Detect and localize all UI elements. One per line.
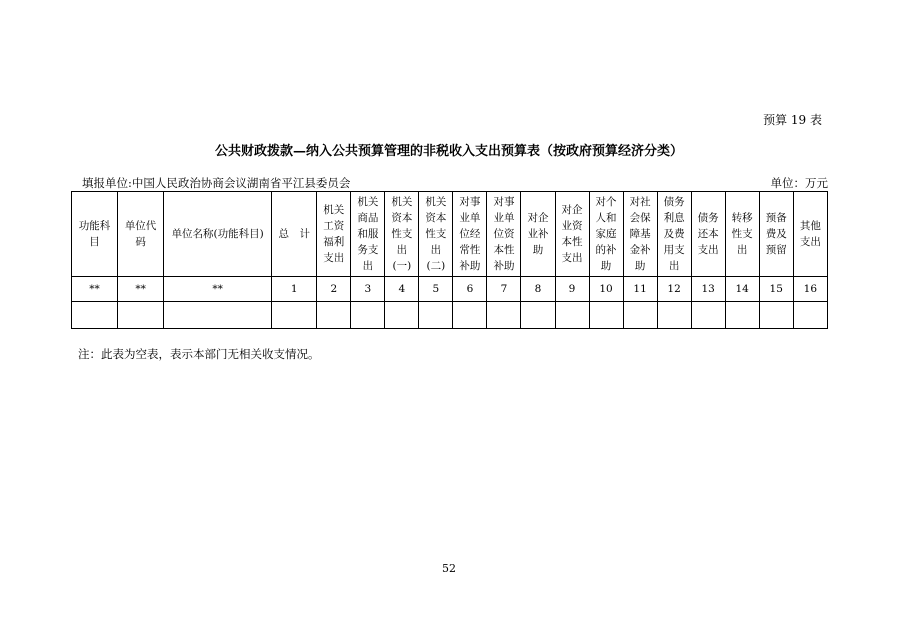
table-number-label: 预算 19 表 [763,113,822,127]
table-cell [351,302,385,329]
column-header: 债务利息及费用支出 [657,192,691,277]
currency-unit-label: 单位：万元 [770,176,828,190]
column-header: 对社会保障基金补助 [623,192,657,277]
table-cell [419,302,453,329]
table-cell [72,302,118,329]
table-cell [657,302,691,329]
table-cell [759,302,793,329]
column-number: 6 [453,277,487,302]
page-title: 公共财政拨款—纳入公共预算管理的非税收入支出预算表（按政府预算经济分类） [214,144,683,159]
table-cell [453,302,487,329]
column-header: 对企业补助 [521,192,555,277]
column-number: 11 [623,277,657,302]
column-header: 对企业资本性支出 [555,192,589,277]
table-cell [691,302,725,329]
column-header: 对事业单位经常性补助 [453,192,487,277]
column-number: 16 [793,277,827,302]
column-number: 12 [657,277,691,302]
column-header: 预备费及预留 [759,192,793,277]
table-cell [521,302,555,329]
filling-unit-label: 填报单位:中国人民政治协商会议湖南省平江县委员会 [82,176,351,190]
footnote: 注：此表为空表，表示本部门无相关收支情况。 [78,347,320,361]
column-number: ** [72,277,118,302]
column-number: 14 [725,277,759,302]
table-cell [725,302,759,329]
table-cell [589,302,623,329]
column-number: 7 [487,277,521,302]
table-row [72,302,828,329]
table-cell [317,302,351,329]
column-number: 3 [351,277,385,302]
column-number: 10 [589,277,623,302]
column-header: 机关商品和服务支出 [351,192,385,277]
column-header: 对个人和家庭的补助 [589,192,623,277]
column-header: 单位名称(功能科目) [164,192,272,277]
column-header: 机关工资福利支出 [317,192,351,277]
column-number: 4 [385,277,419,302]
table-cell [164,302,272,329]
column-number: 2 [317,277,351,302]
table-header-row [72,192,828,277]
column-header: 其他支出 [793,192,827,277]
column-header: 机关资本性支出(一) [385,192,419,277]
table-cell [793,302,827,329]
column-header: 功能科目 [72,192,118,277]
table-cell [272,302,317,329]
budget-table [71,191,828,329]
table-cell [555,302,589,329]
column-number: ** [118,277,164,302]
table-cell [385,302,419,329]
column-number: 5 [419,277,453,302]
column-header: 机关资本性支出(二) [419,192,453,277]
table-cell [487,302,521,329]
column-header: 总 计 [272,192,317,277]
column-header: 单位代码 [118,192,164,277]
page-number: 52 [442,562,456,575]
column-number: 8 [521,277,555,302]
column-header: 转移性支出 [725,192,759,277]
column-number: 15 [759,277,793,302]
table-cell [118,302,164,329]
column-number-row [72,277,828,302]
column-number: 1 [272,277,317,302]
column-header: 债务还本支出 [691,192,725,277]
column-number: 13 [691,277,725,302]
column-number: 9 [555,277,589,302]
column-number: ** [164,277,272,302]
table-cell [623,302,657,329]
column-header: 对事业单位资本性补助 [487,192,521,277]
